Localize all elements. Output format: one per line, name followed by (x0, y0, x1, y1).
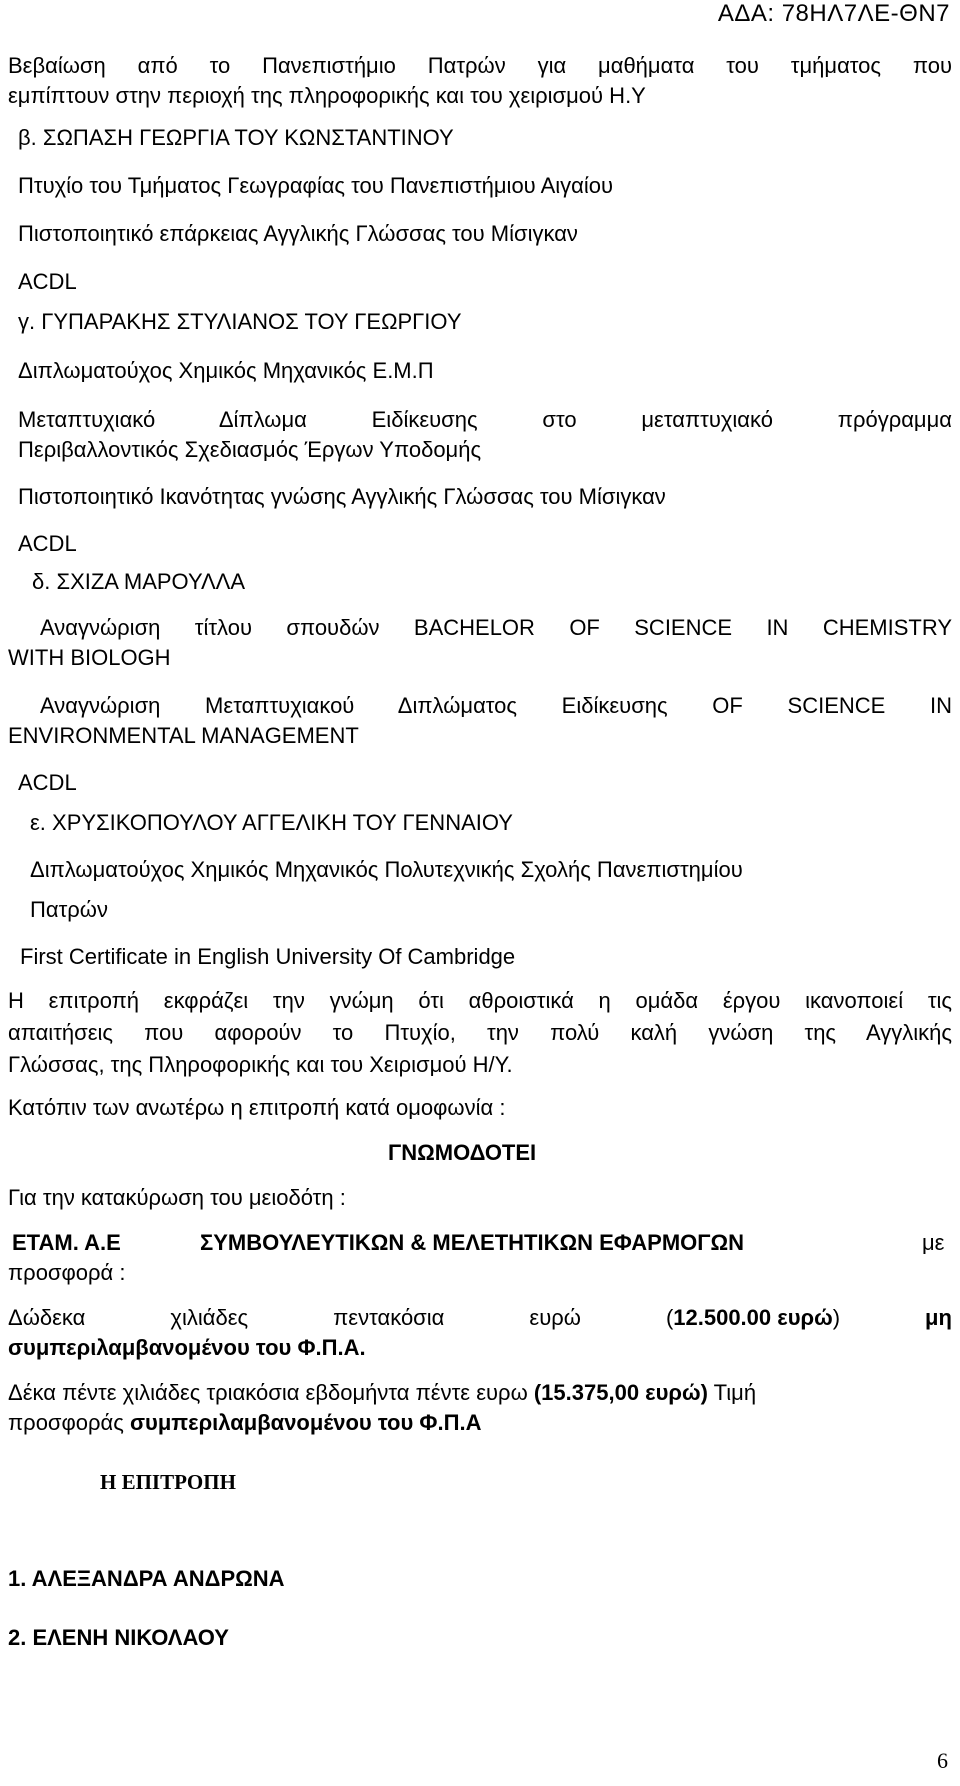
candidate-e-degree-line-2: Πατρών (30, 897, 108, 922)
price-1-excl-a: μη (925, 1305, 952, 1330)
candidate-b-acdl: ACDL (18, 269, 77, 294)
price-2-line (8, 1377, 756, 1409)
candidate-d-bachelor (40, 612, 952, 644)
price-2-tail: Τιμή (707, 1380, 757, 1405)
offer-label: προσφορά : (8, 1260, 126, 1285)
committee-heading: Η ΕΠΙΤΡΟΠΗ (100, 1470, 236, 1494)
candidate-d-bachelor-line-2: WITH BIOLOGH (8, 645, 171, 670)
candidate-e-degree-line-1: Διπλωματούχος Χημικός Μηχανικός Πολυτεχνικής Σχολής Πανεπιστημίου (30, 857, 743, 882)
price-2-label: προσφοράς (8, 1410, 130, 1435)
price-1-num: 12.500.00 ευρώ (673, 1305, 833, 1330)
page-number: 6 (937, 1748, 948, 1773)
intro-line-1: Βεβαίωση από το Πανεπιστήμιο Πατρών για μαθήματα του τμήματος που (8, 53, 952, 78)
intro-text (8, 50, 952, 82)
price-2-incl: συμπεριλαμβανομένου του Φ.Π.Α (129, 1410, 482, 1435)
winner-company-tail: με (922, 1230, 945, 1255)
price-1-row (8, 1302, 952, 1334)
candidate-d-masters-line-2: ENVIRONMENTAL MANAGEMENT (8, 723, 359, 748)
opinion-line-3: Γλώσσας, της Πληροφορικής και του Χειρισμού Η/Υ. (8, 1052, 513, 1077)
price-1-excl-b: συμπεριλαμβανομένου του Φ.Π.Α. (8, 1335, 366, 1360)
candidate-b-english: Πιστοποιητικό επάρκειας Αγγλικής Γλώσσας του Μίσιγκαν (18, 221, 578, 246)
candidate-d-bachelor-line-1: Αναγνώριση τίτλου σπουδών BACHELOR OF SCIENCE IN CHEMISTRY (40, 615, 952, 640)
candidate-d-acdl: ACDL (18, 770, 77, 795)
price-1-amount: (12.500.00 ευρώ) (665, 1305, 841, 1330)
candidate-e-name: ε. ΧΡΥΣΙΚΟΠΟΥΛΟΥ ΑΓΓΕΛΙΚΗ ΤΟΥ ΓΕΝΝΑΙΟΥ (30, 810, 513, 835)
opinion-paragraph (8, 985, 952, 1017)
intro-line-2: εμπίπτουν στην περιοχή της πληροφορικής και του χειρισμού Η.Υ (8, 83, 646, 108)
opinion-line-1: Η επιτροπή εκφράζει την γνώμη ότι αθροιστικά η ομάδα έργου ικανοποιεί τις (8, 988, 952, 1013)
candidate-e-english: First Certificate in English University Of Cambridge (20, 944, 516, 969)
ada-code: ΑΔΑ: 78ΗΛ7ΛΕ-ΘΝ7 (717, 0, 950, 27)
candidate-d-name: δ. ΣΧΙΖΑ ΜΑΡΟΥΛΛΑ (32, 569, 246, 594)
award-label: Για την κατακύρωση του μειοδότη : (8, 1185, 346, 1210)
price-2-words: Δέκα πέντε χιλιάδες τριακόσια εβδομήντα πέντε ευρω (8, 1380, 534, 1405)
committee-member-1: 1. ΑΛΕΞΑΝΔΡΑ ΑΝΔΡΩΝΑ (8, 1566, 285, 1591)
candidate-d-masters (40, 690, 952, 722)
candidate-c-acdl: ACDL (18, 531, 77, 556)
candidate-b-degree: Πτυχίο του Τμήματος Γεωγραφίας του Πανεπιστήμιου Αιγαίου (18, 173, 614, 198)
price-2-line-2 (8, 1407, 481, 1439)
price-1-words-a: Δώδεκα (8, 1305, 86, 1330)
opinion-line-2: απαιτήσεις που αφορούν το Πτυχίο, την πολύ καλή γνώση της Αγγλικής (8, 1020, 952, 1045)
price-1-words-b: χιλιάδες (170, 1305, 249, 1330)
candidate-d-masters-line-1: Αναγνώριση Μεταπτυχιακού Διπλώματος Ειδίκευσης OF SCIENCE IN (40, 693, 952, 718)
candidate-c-masters (18, 404, 952, 436)
decision-intro: Κατόπιν των ανωτέρω η επιτροπή κατά ομοφωνία : (8, 1095, 506, 1120)
price-1-words-d: ευρώ (529, 1305, 581, 1330)
committee-member-2: 2. ΕΛΕΝΗ ΝΙΚΟΛΑΟΥ (8, 1625, 229, 1650)
price-1-line (8, 1302, 952, 1334)
price-2-num: (15.375,00 ευρώ) (533, 1380, 708, 1405)
winner-company-part2: ΣΥΜΒΟΥΛΕΥΤΙΚΩΝ & ΜΕΛΕΤΗΤΙΚΩΝ ΕΦΑΡΜΟΓΩΝ (200, 1230, 745, 1255)
candidate-c-degree: Διπλωματούχος Χημικός Μηχανικός Ε.Μ.Π (18, 358, 434, 383)
candidate-c-masters-line-1: Μεταπτυχιακό Δίπλωμα Ειδίκευσης στο μεταπτυχιακό πρόγραμμα (18, 407, 952, 432)
candidate-b-name: β. ΣΩΠΑΣΗ ΓΕΩΡΓΙΑ ΤΟΥ ΚΩΝΣΤΑΝΤΙΝΟΥ (18, 125, 454, 150)
winner-company-part1: ΕΤΑΜ. Α.Ε (12, 1230, 121, 1255)
candidate-c-english: Πιστοποιητικό Ικανότητας γνώσης Αγγλικής Γλώσσας του Μίσιγκαν (18, 484, 666, 509)
candidate-c-name: γ. ΓΥΠΑΡΑΚΗΣ ΣΤΥΛΙΑΝΟΣ ΤΟΥ ΓΕΩΡΓΙΟΥ (18, 309, 462, 334)
candidate-c-masters-line-2: Περιβαλλοντικός Σχεδιασμός Έργων Υποδομής (18, 437, 482, 462)
price-1-words-c: πεντακόσια (333, 1305, 445, 1330)
decision-verdict: ΓΝΩΜΟΔΟΤΕΙ (388, 1140, 537, 1165)
opinion-line-2-wrap (8, 1017, 952, 1049)
